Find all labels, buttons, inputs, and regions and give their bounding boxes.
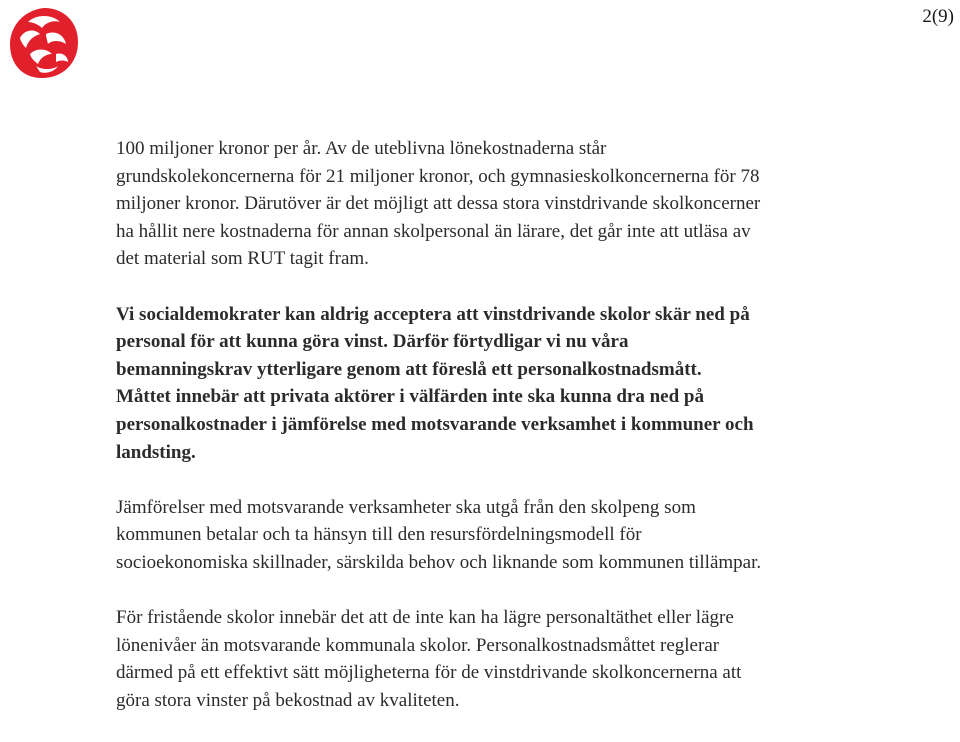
text-line: Jämförelser med motsvarande verksamheter ska utgå från den skolpeng som — [116, 496, 696, 518]
text-line: För fristående skolor innebär det att de inte kan ha lägre personaltäthet eller lägre — [116, 607, 734, 629]
paragraph — [116, 604, 876, 714]
text-line: 100 miljoner kronor per år. Av de uteblivna lönekostnaderna står — [116, 138, 607, 159]
page-number: 2(9) — [922, 6, 954, 27]
document-body — [116, 135, 876, 742]
text-line: Måttet innebär att privata aktörer i välfärden inte ska kunna dra ned på — [116, 386, 704, 408]
text-line: grundskolekoncernerna för 21 miljoner kronor, och gymnasieskolkoncernerna för 78 — [116, 165, 760, 187]
text-line: kommunen betalar och ta hänsyn till den resursfördelningsmodell för — [116, 524, 642, 546]
rose-logo-icon — [6, 4, 82, 82]
text-line: Vi socialdemokrater kan aldrig acceptera att vinstdrivande skolor skär ned på — [116, 303, 750, 325]
text-line: personalkostnader i jämförelse med motsvarande verksamhet i kommuner och — [116, 413, 754, 435]
text-line: göra stora vinster på bekostnad av kvaliteten. — [116, 689, 460, 711]
paragraph — [116, 135, 876, 273]
text-line: lönenivåer än motsvarande kommunala skolor. Personalkostnadsmåttet reglerar — [116, 634, 720, 656]
text-line: socioekonomiska skillnader, särskilda behov och liknande som kommunen tillämpar. — [116, 551, 762, 573]
text-line: personal för att kunna göra vinst. Därför förtydligar vi nu våra — [116, 331, 629, 353]
paragraph-bold — [116, 301, 876, 467]
text-line: landsting. — [116, 441, 196, 463]
text-line: därmed på ett effektivt sätt möjligheterna för de vinstdrivande skolkoncernerna att — [116, 662, 742, 684]
text-line: bemanningskrav ytterligare genom att föreslå ett personalkostnadsmått. — [116, 358, 702, 380]
text-line: ha hållit nere kostnaderna för annan skolpersonal än lärare, det går inte att utläsa av — [116, 220, 751, 242]
text-line: det material som RUT tagit fram. — [116, 248, 369, 270]
paragraph — [116, 494, 876, 577]
text-line: miljoner kronor. Därutöver är det möjligt att dessa stora vinstdrivande skolkoncerner — [116, 193, 761, 215]
